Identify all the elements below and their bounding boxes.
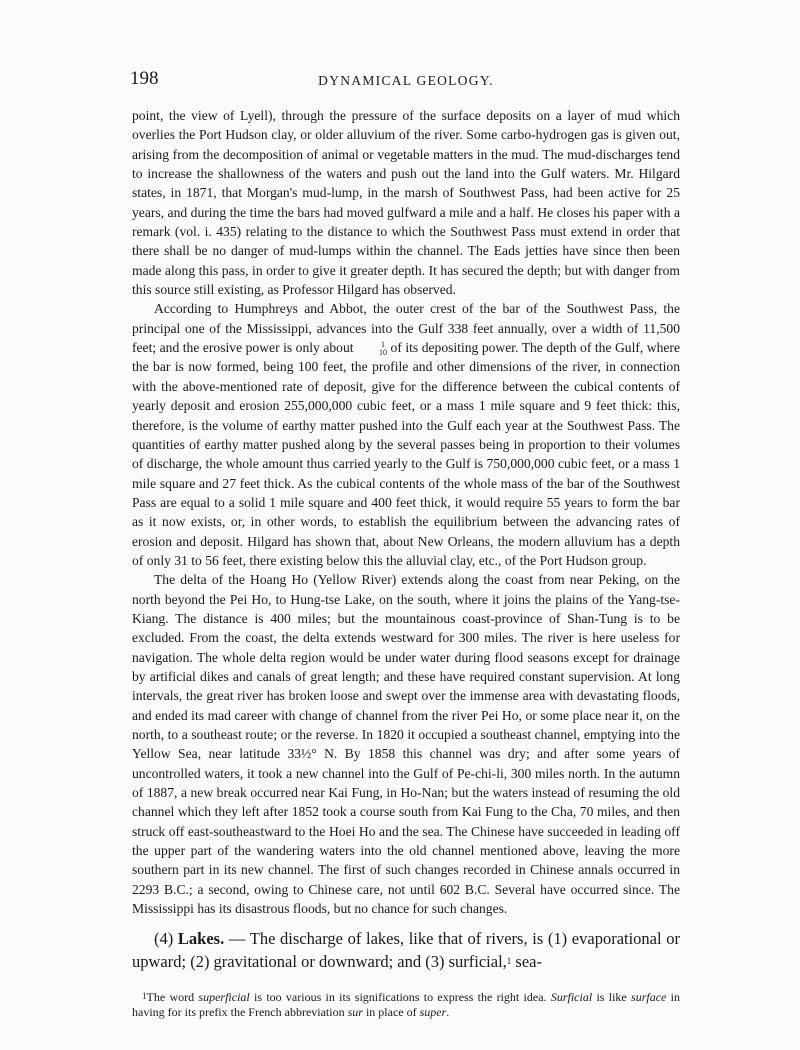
page-body <box>132 106 680 1033</box>
footnote-term: super <box>419 1005 447 1020</box>
fraction-denominator: 10 <box>379 348 388 357</box>
footnote-term: Surficial <box>550 989 593 1004</box>
footnote-text: in place of <box>362 1005 420 1020</box>
paragraph-southwest-pass <box>132 299 680 570</box>
footnote-text: is like <box>592 989 632 1004</box>
paragraph-text: According to Humphreys and Abbot, the outer crest of the bar of the Southwest Pass, the principal one of the Mississippi, advances into the Gulf 338 feet annually, over a width of 11,500 feet; and the erosive power is only about <box>132 301 680 356</box>
footnote-reference[interactable]: 1 <box>506 955 512 966</box>
section-number: (4) <box>154 929 174 949</box>
footnote-text: . <box>446 1005 450 1020</box>
footnote-marker: 1 <box>142 990 147 1001</box>
section-text-continued: sea- <box>511 951 542 971</box>
paragraph-hoang-ho-delta: The delta of the Hoang Ho (Yellow River) extends along the coast from near Peking, on the north beyond the Pei Ho, to Hung-tse Lake, on the south, where it joins the plains of the Yang-tse-Kiang. The distance is 400 miles; but the mountainous coast-province of Shan-Tung is to be excluded. From the coast, the delta extends westward for 300 miles. The river is here useless for navigation. The whole delta region would be under water during flood seasons except for drainage by artificial dikes and canals of great length; and these have required constant supervision. At long intervals, the great river has broken loose and swept over the immense area with devastating floods, and ended its mad career with change of channel from the river Pei Ho, or some place near it, on the north, to a southeast route; or the reverse. In 1820 it occupied a southeast channel, emptying into the Yellow Sea, near latitude 33½° N. By 1858 this channel was dry; and after some years of uncontrolled waters, it took a new channel into the Gulf of Pe-chi-li, 300 miles north. In the autumn of 1887, a new break occurred near Kai Fung, in Ho-Nan; but the waters instead of resuming the old channel which they left after 1852 took a course south from Kai Fung to the Cha, 70 miles, and then struck off east-southeastward to the Hoei Ho and the sea. The Chinese have succeeded in leading off the upper part of the wandering waters into the old channel mentioned above, leaving the more southern part in its new channel. The first of such changes recorded in Chinese annals occurred in 2293 B.C.; a second, owing to Chinese care, not until 602 B.C. Several have occurred since. The Mississippi has its disastrous floods, but no chance for such changes. <box>132 572 680 917</box>
paragraph-text: of its depositing power. The depth of the Gulf, where the bar is now formed, being 100 feet, the profile and other dimensions of the river, in connection with the above-mentioned rate of deposit, give for the difference between the cubical contents of yearly deposit and erosion 255,000,000 cubic feet, or a mass 1 mile square and 9 feet thick: this, therefore, is the volume of earthy matter pushed into the Gulf each year at the Southwest Pass. The quantities of earthy matter pushed along by the several passes being in proportion to their volumes of discharge, the whole amount thus carried yearly to the Gulf is 750,000,000 cubic feet, or a mass 1 mile square and 27 feet thick. As the cubical contents of the whole mass of the bar of the Southwest Pass are equal to a solid 1 mile square and 400 feet thick, it would require 55 years to form the bar as it now exists, or, in other words, to establish the equilibrium between the advancing rates of erosion and deposit. Hilgard has shown that, about New Orleans, the modern alluvium has a depth of only 31 to 56 feet, there existing below this the alluvial clay, etc., of the Port Hudson group. <box>132 340 680 568</box>
page-header <box>130 68 682 92</box>
section-heading: Lakes. <box>177 929 225 949</box>
fraction <box>357 341 387 357</box>
footnote-term: superficial <box>198 989 250 1004</box>
footnote-text: The word <box>146 989 199 1004</box>
section-lakes <box>132 928 680 973</box>
page-number: 198 <box>130 68 159 89</box>
footnote-term: surface <box>631 989 667 1004</box>
fraction-numerator: 1 <box>381 340 386 349</box>
em-dash: — <box>224 929 250 949</box>
footnote-text: in having for its prefix the French abbreviation <box>132 989 680 1020</box>
footnote-term: sur <box>347 1005 363 1020</box>
section-text: The discharge of lakes, like that of rivers, is (1) evaporational or upward; (2) gravitational or downward; and (3) surficial, <box>132 929 680 971</box>
footnote <box>132 990 680 1021</box>
running-head: DYNAMICAL GEOLOGY. <box>318 73 494 88</box>
paragraph-mud-lumps: point, the view of Lyell), through the pressure of the surface deposits on a layer of mud which overlies the Port Hudson clay, or older alluvium of the river. Some carbo-hydrogen gas is given out, arising from the decomposition of animal or vegetable matters in the mud. The mud-discharges tend to increase the shallowness of the waters and push out the land into the Gulf waters. Mr. Hilgard states, in 1871, that Morgan's mud-lump, in the marsh of Southwest Pass, had been active for 25 years, and during the time the bars had moved gulfward a mile and a half. He closes his paper with a remark (vol. i. 435) relating to the distance to which the Southwest Pass must extend in order that there shall be no danger of mud-lumps within the channel. The Eads jetties have since then been made along this pass, in order to give it greater depth. It has secured the depth; but with danger from this source still existing, as Professor Hilgard has observed. <box>132 108 680 298</box>
footnote-text: is too various in its significations to express the right idea. <box>249 989 551 1004</box>
